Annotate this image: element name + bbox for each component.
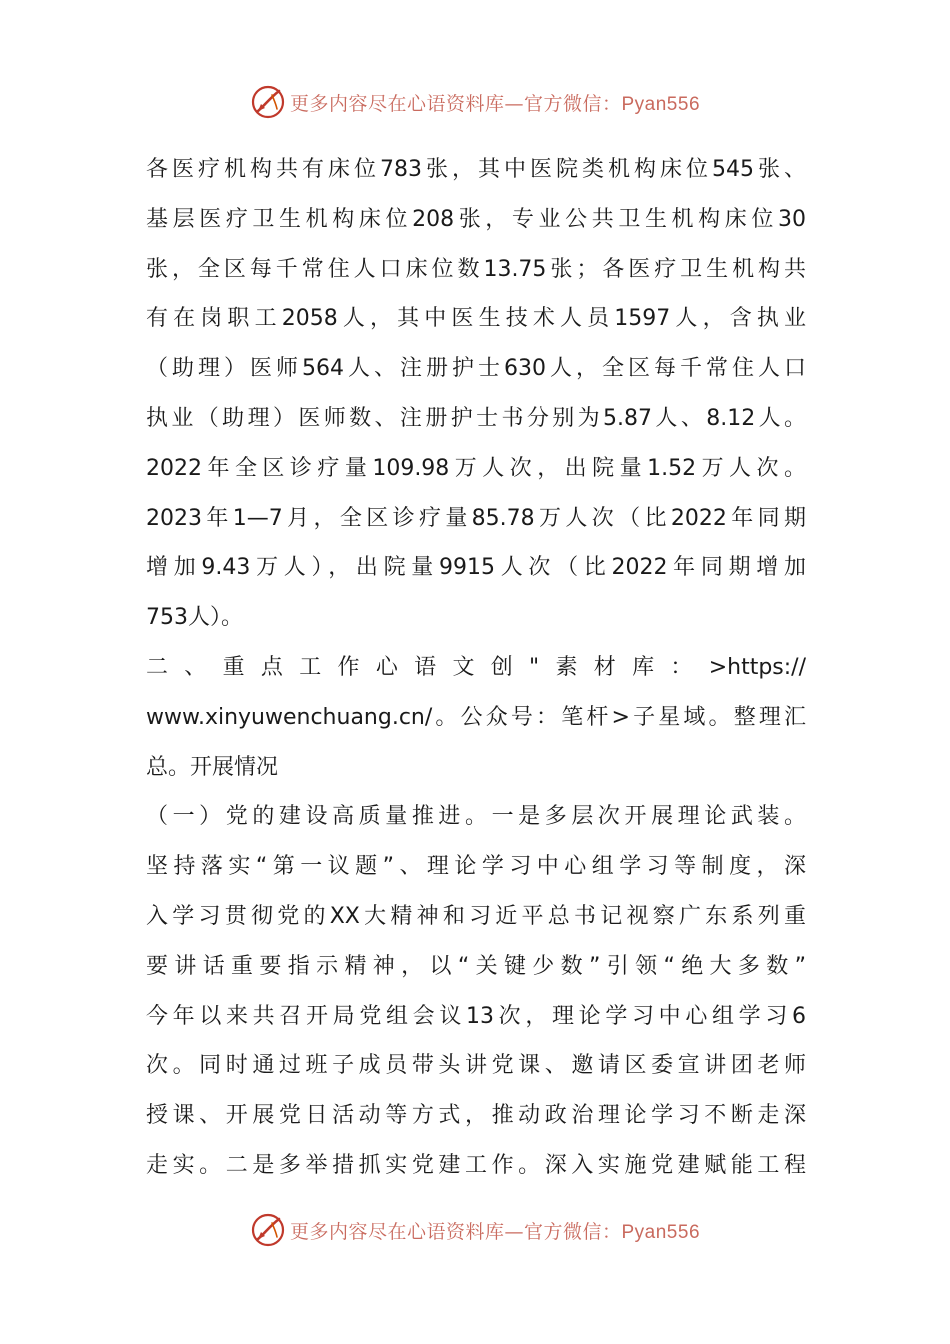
body-line: 753人）。: [146, 605, 243, 631]
body-line: 2023年1—7月，全区诊疗量85.78万人次（比2022年同期: [146, 505, 806, 531]
header-banner-text: [290, 89, 700, 116]
header-banner: [0, 82, 950, 122]
footer-banner-text: [290, 1217, 700, 1244]
body-line: 今年以来共召开局党组会议13次，理论学习中心组学习6: [146, 1003, 806, 1029]
body-line: 授课、开展党日活动等方式，推动政治理论学习不断走深: [146, 1103, 806, 1129]
body-line: 执业（助理）医师数、注册护士书分别为5.87人、8.12人。: [146, 405, 806, 431]
body-line: 坚持落实“第一议题”、理论学习中心组学习等制度，深: [146, 854, 806, 880]
body-line: 总。开展情况: [146, 754, 279, 780]
body-line: （一）党的建设高质量推进。一是多层次开展理论武装。: [146, 804, 806, 830]
body-line: 走实。二是多举措抓实党建工作。深入实施党建赋能工程: [146, 1152, 806, 1178]
body-line: 各医疗机构共有床位783张，其中医院类机构床位545张、: [146, 157, 806, 182]
body-line: 2022年全区诊疗量109.98万人次，出院量1.52万人次。: [146, 455, 806, 481]
body-line: 增加9.43万人），出院量9915人次（比2022年同期增加: [146, 555, 806, 581]
footer-banner: [0, 1210, 950, 1250]
header-banner-label: 更多内容尽在心语资料库—官方微信：: [289, 92, 622, 115]
footer-banner-label: 更多内容尽在心语资料库—官方微信：: [289, 1220, 622, 1243]
body-line: 要讲话重要指示精神，以“关键少数”引领“绝大多数”: [146, 953, 806, 979]
pen-logo-icon: [250, 1212, 286, 1248]
footer-wechat-id: Pyan556: [621, 1221, 701, 1243]
section-heading-line: 二、重点工作心语文创"素材库：>https://: [146, 654, 806, 680]
body-line: 张，全区每千常住人口床位数13.75张；各医疗卫生机构共: [146, 256, 806, 282]
body-line: （助理）医师564人、注册护士630人，全区每千常住人口: [146, 356, 806, 382]
body-line: 入学习贯彻党的XX大精神和习近平总书记视察广东系列重: [146, 903, 806, 929]
body-line: 次。同时通过班子成员带头讲党课、邀请区委宣讲团老师: [146, 1053, 806, 1079]
body-line: 基层医疗卫生机构床位208张，专业公共卫生机构床位30: [146, 206, 806, 232]
document-body: [146, 145, 806, 1191]
pen-logo-icon: [250, 84, 286, 120]
header-wechat-id: Pyan556: [621, 93, 701, 115]
body-line: www.xinyuwenchuang.cn/。公众号：笔杆>子星域。整理汇: [146, 704, 806, 730]
body-line: 有在岗职工2058人，其中医生技术人员1597人，含执业: [146, 306, 806, 332]
